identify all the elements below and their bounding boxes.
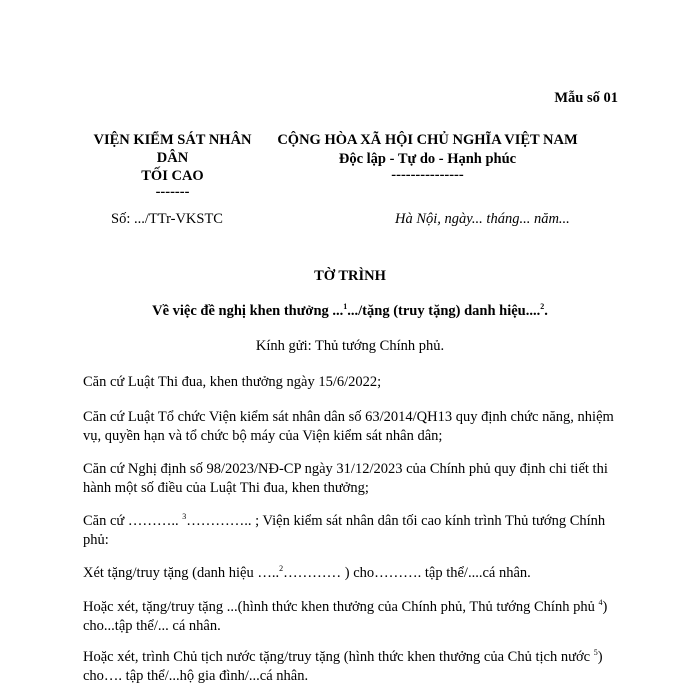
- paragraph-7-footnote: 5: [593, 648, 598, 658]
- subject-footnote-1: 1: [343, 302, 348, 312]
- paragraph-proposal-2: [83, 598, 623, 636]
- paragraph-proposal-3: [83, 648, 623, 686]
- paragraph-5-part-2: ………… ) cho………. tập thể/....cá nhân.: [283, 565, 531, 581]
- agency-name-line-3: TỐI CAO: [141, 168, 204, 184]
- paragraph-legal-basis-4: [83, 512, 623, 550]
- paragraph-proposal-1: [83, 564, 623, 583]
- paragraph-7-part-2: ) cho…. tập thể/...hộ gia đình/...cá nhân.: [83, 649, 603, 684]
- paragraph-5-part-1: Xét tặng/truy tặng (danh hiệu …..: [83, 565, 280, 581]
- document-subject: [0, 303, 700, 320]
- paragraph-4-footnote: 3: [182, 512, 187, 522]
- national-motto: Độc lập - Tự do - Hạnh phúc: [338, 151, 517, 167]
- paragraph-7-part-1: Hoặc xét, trình Chủ tịch nước tặng/truy tặng (hình thức khen thưởng của Chủ tịch nước: [83, 649, 594, 665]
- subject-footnote-2: 2: [540, 302, 545, 312]
- paragraph-legal-basis-3: Căn cứ Nghị định số 98/2023/NĐ-CP ngày 31/12/2023 của Chính phủ quy định chi tiết thi hành một số điều của Luật Thi đua, khen thưởng;: [83, 461, 608, 496]
- paragraph-legal-basis-2: Căn cứ Luật Tổ chức Viện kiểm sát nhân dân số 63/2014/QH13 quy định chức năng, nhiệm vụ, quyền hạn và tổ chức bộ máy của Viện kiểm sát nhân dân;: [83, 409, 614, 444]
- place-date: Hà Nội, ngày... tháng... năm...: [395, 211, 570, 227]
- paragraph-6-part-1: Hoặc xét, tặng/truy tặng ...(hình thức khen thưởng của Chính phủ, Thủ tướng Chính phủ: [83, 599, 599, 615]
- document-title: TỜ TRÌNH: [314, 268, 386, 284]
- subject-part-2: .../tặng (truy tặng) danh hiệu....: [347, 303, 541, 319]
- recipient-line: Kính gửi: Thủ tướng Chính phủ.: [255, 338, 445, 354]
- paragraph-5-footnote: 2: [279, 564, 284, 574]
- paragraph-legal-basis-1: Căn cứ Luật Thi đua, khen thưởng ngày 15/6/2022;: [83, 374, 382, 390]
- agency-rule: -------: [155, 184, 190, 200]
- agency-name-line-2: DÂN: [156, 150, 189, 166]
- subject-part-1: Về việc đề nghị khen thưởng ...: [152, 303, 344, 319]
- paragraph-6-footnote: 4: [598, 598, 603, 608]
- agency-name-line-1: VIỆN KIỂM SÁT NHÂN: [93, 132, 252, 148]
- national-rule: ---------------: [391, 167, 464, 183]
- subject-part-3: .: [544, 303, 548, 319]
- paragraph-4-part-1: Căn cứ ………..: [83, 513, 183, 529]
- national-title: CỘNG HÒA XÃ HỘI CHỦ NGHĨA VIỆT NAM: [277, 132, 578, 148]
- agency-header: [80, 131, 265, 199]
- paragraph-4-part-2: ………….. ; Viện kiểm sát nhân dân tối cao kính trình Thủ tướng Chính phủ:: [83, 513, 606, 548]
- reference-number: Số: .../TTr-VKSTC: [111, 211, 223, 227]
- form-number: Mẫu số 01: [554, 90, 618, 106]
- paragraph-6-part-2: ) cho...tập thể/... cá nhân.: [83, 599, 608, 634]
- national-header: [265, 131, 590, 181]
